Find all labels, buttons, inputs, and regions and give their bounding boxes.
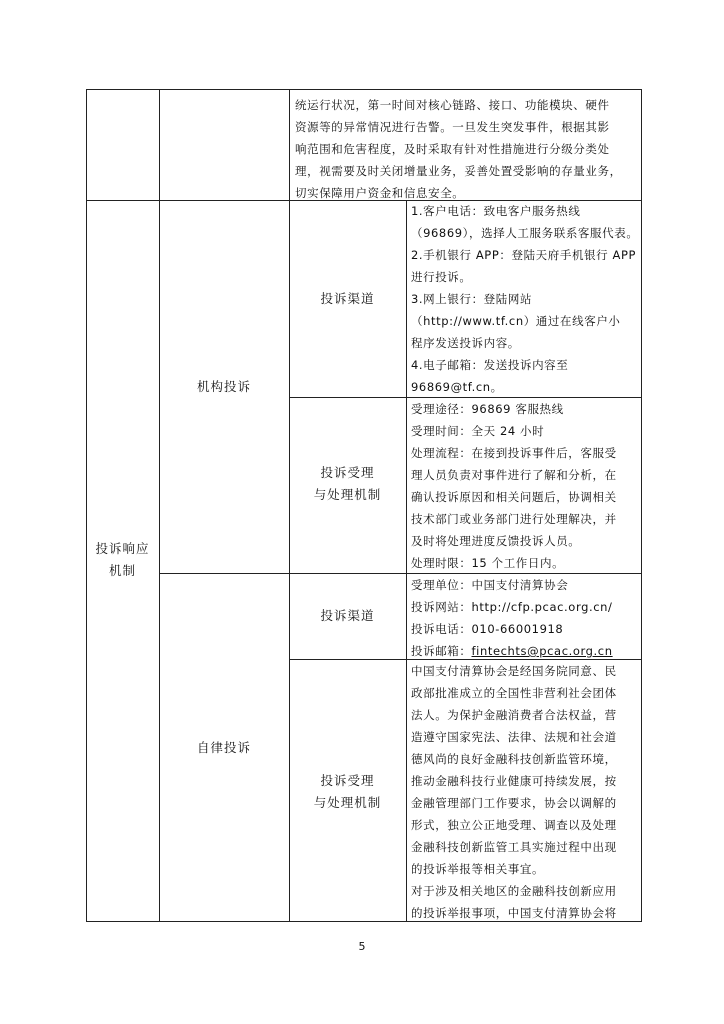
self-handling-label: 投诉受理 与处理机制 bbox=[313, 773, 382, 810]
institution-handling-label: 投诉受理 与处理机制 bbox=[313, 465, 382, 502]
self-channel-text: 受理单位：中国支付清算协会 投诉网站：http://cfp.pcac.org.cn/ 投诉电话：010-66001918 投诉邮箱：fintechts@pcac.org.cn bbox=[411, 574, 613, 662]
institution-handling-text: 受理途径：96869 客服热线 受理时间：全天 24 小时 处理流程：在接到投诉事件后，客服受 理人员负责对事件进行了解和分析，在 确认投诉原因和相关问题后，协调相关 技术部门或业务部门进行处理解决，并 及时将处理进度反馈投诉人员。 处理时限：15 个工作日内。 bbox=[411, 402, 617, 570]
text-line: 切实保障用户资金和信息安全。 bbox=[295, 186, 465, 200]
page-number: 5 bbox=[358, 940, 366, 953]
complaint-email-link[interactable]: fintechts@pcac.org.cn bbox=[471, 644, 613, 658]
self-handling-text: 中国支付清算协会是经国务院同意、民 政部批准成立的全国性非营利社会团体 法人。为保护金融消费者合法权益，营 造遵守国家宪法、法律、法规和社会道 德风尚的良好金融科技创新监管环境， 推动金融科技行业健康可持续发展，按 金融管理部门工作要求，协会以调解的 形式，独立公正地受理、调查以及处理 金融科技创新监管工具实施过程中出现 的投诉举报等相关事宜。 对于涉及相关地区的金融科技创新应用 的投诉举报事项，中国支付清算协会将 bbox=[411, 664, 617, 920]
complaint-email-line: 投诉邮箱：fintechts@pcac.org.cn bbox=[411, 644, 613, 658]
table-border-right bbox=[641, 89, 642, 921]
text-line: 理，视需要及时关闭增量业务，妥善处置受影响的存量业务， bbox=[295, 164, 622, 178]
table-divider-col1 bbox=[159, 89, 160, 921]
self-regulation-label: 自律投诉 bbox=[196, 740, 251, 755]
self-channel-label: 投诉渠道 bbox=[320, 608, 375, 623]
text-line: 资源等的异常情况进行告警。一旦发生突发事件，根据其影 bbox=[295, 120, 610, 134]
table-border-top bbox=[86, 89, 642, 90]
institution-channel-text: 1.客户电话：致电客户服务热线 （96869），选择人工服务联系客服代表。 2.手机银行 APP：登陆天府手机银行 APP 进行投诉。 3.网上银行：登陆网站 （http://www.tf.cn）通过在线客户小 程序发送投诉内容。 4.电子邮箱：发送投诉内容至 96869@tf.cn。 bbox=[411, 204, 639, 394]
text-line: 响范围和危害程度，及时采取有针对性措施进行分级分类处 bbox=[295, 142, 610, 156]
text-line: 统运行状况，第一时间对核心链路、接口、功能模块、硬件 bbox=[295, 98, 610, 112]
table-border-left bbox=[86, 89, 87, 921]
table-divider-col2-top bbox=[289, 89, 290, 200]
institution-complaint-label: 机构投诉 bbox=[196, 379, 251, 394]
table-divider-col3 bbox=[406, 200, 407, 921]
institution-channel-label: 投诉渠道 bbox=[320, 291, 375, 306]
top-row-text bbox=[295, 94, 622, 204]
section-label: 投诉响应 机制 bbox=[95, 541, 150, 578]
